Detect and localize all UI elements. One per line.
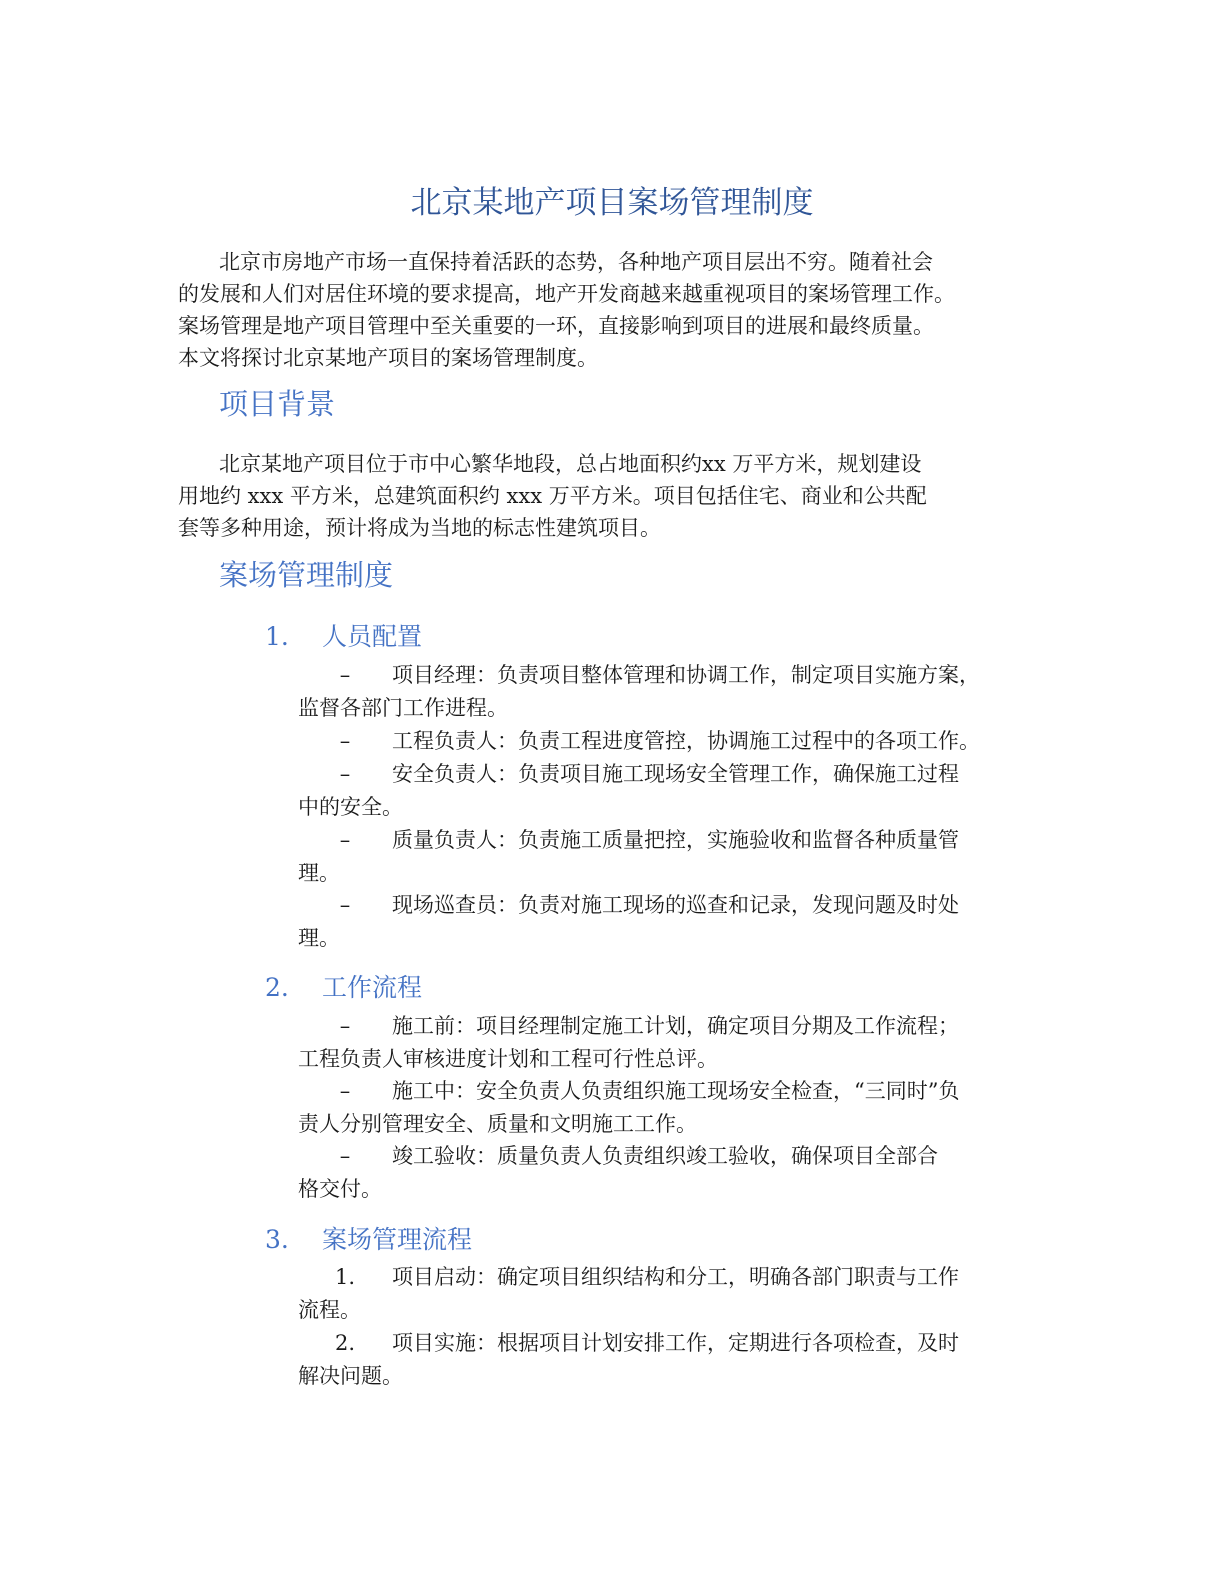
list-item-text: 流程。 [298,1298,361,1322]
dash-marker: – [339,1144,351,1168]
list-item-text: 责人分别管理安全、质量和文明施工工作。 [298,1112,697,1136]
list-item-text: 监督各部门工作进程。 [298,696,508,720]
dash-marker: – [339,1014,351,1038]
list-item [298,889,1058,955]
list-item-text: 竣工验收：质量负责人负责组织竣工验收，确保项目全部合 [392,1144,938,1168]
dash-marker: – [339,1079,351,1103]
intro-paragraph [178,246,1058,374]
subheading-label: 工作流程 [322,973,423,1002]
list-item [298,758,1058,824]
dash-marker: – [339,828,351,852]
list-item-text: 工程负责人审核进度计划和工程可行性总评。 [298,1047,718,1071]
list-item-text: 安全负责人：负责项目施工现场安全管理工作，确保施工过程 [392,762,959,786]
intro-line: 北京市房地产市场一直保持着活跃的态势，各种地产项目层出不穷。随着社会 [219,250,933,274]
dash-marker: – [339,729,351,753]
list-item-text: 项目经理：负责项目整体管理和协调工作，制定项目实施方案， [392,663,980,687]
list-item [298,659,1058,725]
subheading-number: 3. [265,1225,289,1254]
heading-site-management-system: 案场管理制度 [219,558,394,592]
list-item-text: 中的安全。 [298,795,403,819]
document-title: 北京某地产项目案场管理制度 [410,185,814,221]
intro-line: 案场管理是地产项目管理中至关重要的一环，直接影响到项目的进展和最终质量。 [178,314,934,338]
list-item [298,1010,1058,1076]
list-item-text: 理。 [298,926,340,950]
subheading-label: 案场管理流程 [322,1225,473,1254]
list-item-text: 工程负责人：负责工程进度管控，协调施工过程中的各项工作。 [392,729,980,753]
subheading-site-management-process [265,1220,472,1260]
list-item [298,725,1058,758]
list-item-text: 施工中：安全负责人负责组织施工现场安全检查，“三同时”负 [392,1079,960,1103]
list-item [298,1261,1058,1327]
number-marker: 2. [334,1331,356,1355]
intro-line: 的发展和人们对居住环境的要求提高，地产开发商越来越重视项目的案场管理工作。 [178,282,955,306]
list-item-text: 质量负责人：负责施工质量把控，实施验收和监督各种质量管 [392,828,959,852]
background-line: 北京某地产项目位于市中心繁华地段，总占地面积约xx 万平方米，规划建设 [219,452,922,476]
dash-marker: – [339,893,351,917]
list-item [298,1327,1058,1393]
list-item-text: 理。 [298,861,340,885]
number-marker: 1. [334,1265,356,1289]
list-item-text: 项目启动：确定项目组织结构和分工，明确各部门职责与工作 [392,1265,959,1289]
subheading-number: 2. [265,973,289,1002]
subheading-staffing [265,617,422,657]
background-line: 套等多种用途，预计将成为当地的标志性建筑项目。 [178,516,661,540]
intro-line: 本文将探讨北京某地产项目的案场管理制度。 [178,346,598,370]
subheading-label: 人员配置 [322,622,423,651]
list-item-text: 现场巡查员：负责对施工现场的巡查和记录，发现问题及时处 [392,893,959,917]
subheading-number: 1. [265,622,289,651]
list-item-text: 格交付。 [298,1177,382,1201]
dash-marker: – [339,663,351,687]
dash-marker: – [339,762,351,786]
list-item-text: 解决问题。 [298,1364,403,1388]
background-paragraph [178,448,1058,544]
list-item-text: 施工前：项目经理制定施工计划，确定项目分期及工作流程； [392,1014,959,1038]
list-item-text: 项目实施：根据项目计划安排工作，定期进行各项检查，及时 [392,1331,959,1355]
heading-project-background: 项目背景 [219,387,336,421]
background-line: 用地约 xxx 平方米，总建筑面积约 xxx 万平方米。项目包括住宅、商业和公共配 [178,484,927,508]
subheading-workflow [265,968,422,1008]
list-item [298,1075,1058,1141]
list-item [298,1140,1058,1206]
list-item [298,824,1058,890]
